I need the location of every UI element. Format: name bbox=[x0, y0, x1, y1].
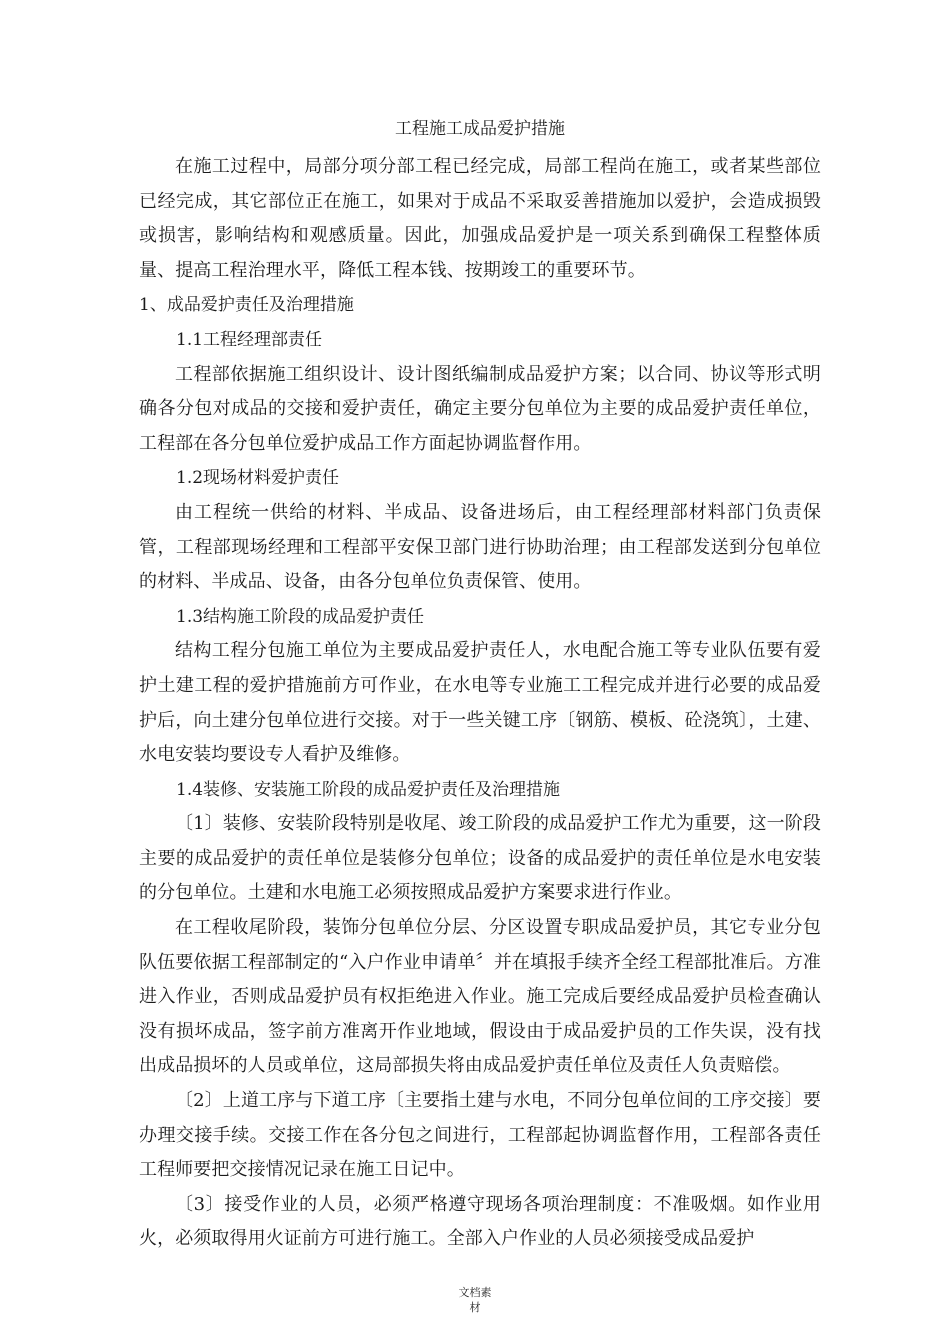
footer-line-1: 文档素 bbox=[458, 1286, 492, 1299]
page-footer bbox=[0, 1285, 950, 1315]
section-1-4-heading: 1.4装修、安装施工阶段的成品爱护责任及治理措施 bbox=[176, 779, 561, 800]
section-1-1-heading: 1.1工程经理部责任 bbox=[176, 329, 323, 350]
section-1-2-heading: 1.2现场材料爱护责任 bbox=[176, 468, 340, 489]
section-1-3-paragraph: 结构工程分包施工单位为主要成品爱护责任人，水电配合施工等专业队伍要有爱护土建工程的爱护措施前方可作业，在水电等专业施工工程完成并进行必要的成品爱护后，向土建分包单位进行交接。对于一些关键工序〔钢筋、模板、砼浇筑〕，土建、水电安装均要设专人看护及维修。 bbox=[139, 640, 821, 766]
section-1-4-paragraph-4: 〔3〕接受作业的人员，必须严格遵守现场各项治理制度：不准吸烟。如作业用火，必须取得用火证前方可进行施工。全部入户作业的人员必须接受成品爱护 bbox=[139, 1193, 821, 1250]
section-1-3-heading: 1.3结构施工阶段的成品爱护责任 bbox=[176, 606, 425, 627]
section-1-heading: 1、成品爱护责任及治理措施 bbox=[139, 295, 354, 316]
page-title: 工程施工成品爱护措施 bbox=[395, 119, 565, 139]
document-body bbox=[139, 112, 821, 1257]
section-1-2-paragraph: 由工程统一供给的材料、半成品、设备进场后，由工程经理部材料部门负责保管，工程部现场经理和工程部平安保卫部门进行协助治理；由工程部发送到分包单位的材料、半成品、设备，由各分包单位负责保管、使用。 bbox=[139, 501, 821, 593]
section-1-4-paragraph-1: 〔1〕装修、安装阶段特别是收尾、竣工阶段的成品爱护工作尤为重要，这一阶段主要的成品爱护的责任单位是装修分包单位；设备的成品爱护的责任单位是水电安装的分包单位。土建和水电施工必须按照成品爱护方案要求进行作业。 bbox=[139, 813, 821, 904]
section-1-4-paragraph-3: 〔2〕上道工序与下道工序〔主要指土建与水电，不同分包单位间的工序交接〕要办理交接手续。交接工作在各分包之间进行，工程部起协调监督作用，工程部各责任工程师要把交接情况记录在施工日记中。 bbox=[139, 1090, 821, 1181]
section-1-4-paragraph-2: 在工程收尾阶段，装饰分包单位分层、分区设置专职成品爱护员，其它专业分包队伍要依据工程部制定的“入户作业申请单〞并在填报手续齐全经工程部批准后。方准进入作业，否则成品爱护员有权拒绝进入作业。施工完成后要经成品爱护员检查确认没有损坏成品，签字前方准离开作业地域，假设由于成品爱护员的工作失误，没有找出成品损坏的人员或单位，这局部损失将由成品爱护责任单位及责任人负责赔偿。 bbox=[139, 917, 821, 1077]
footer-line-2: 材 bbox=[469, 1301, 481, 1314]
intro-paragraph: 在施工过程中，局部分项分部工程已经完成，局部工程尚在施工，或者某些部位已经完成，其它部位正在施工，如果对于成品不采取妥善措施加以爱护，会造成损毁或损害，影响结构和观感质量。因此，加强成品爱护是一项关系到确保工程整体质量、提高工程治理水平，降低工程本钱、按期竣工的重要环节。 bbox=[139, 156, 821, 281]
section-1-1-paragraph: 工程部依据施工组织设计、设计图纸编制成品爱护方案；以合同、协议等形式明确各分包对成品的交接和爱护责任，确定主要分包单位为主要的成品爱护责任单位，工程部在各分包单位爱护成品工作方面起协调监督作用。 bbox=[139, 363, 821, 454]
